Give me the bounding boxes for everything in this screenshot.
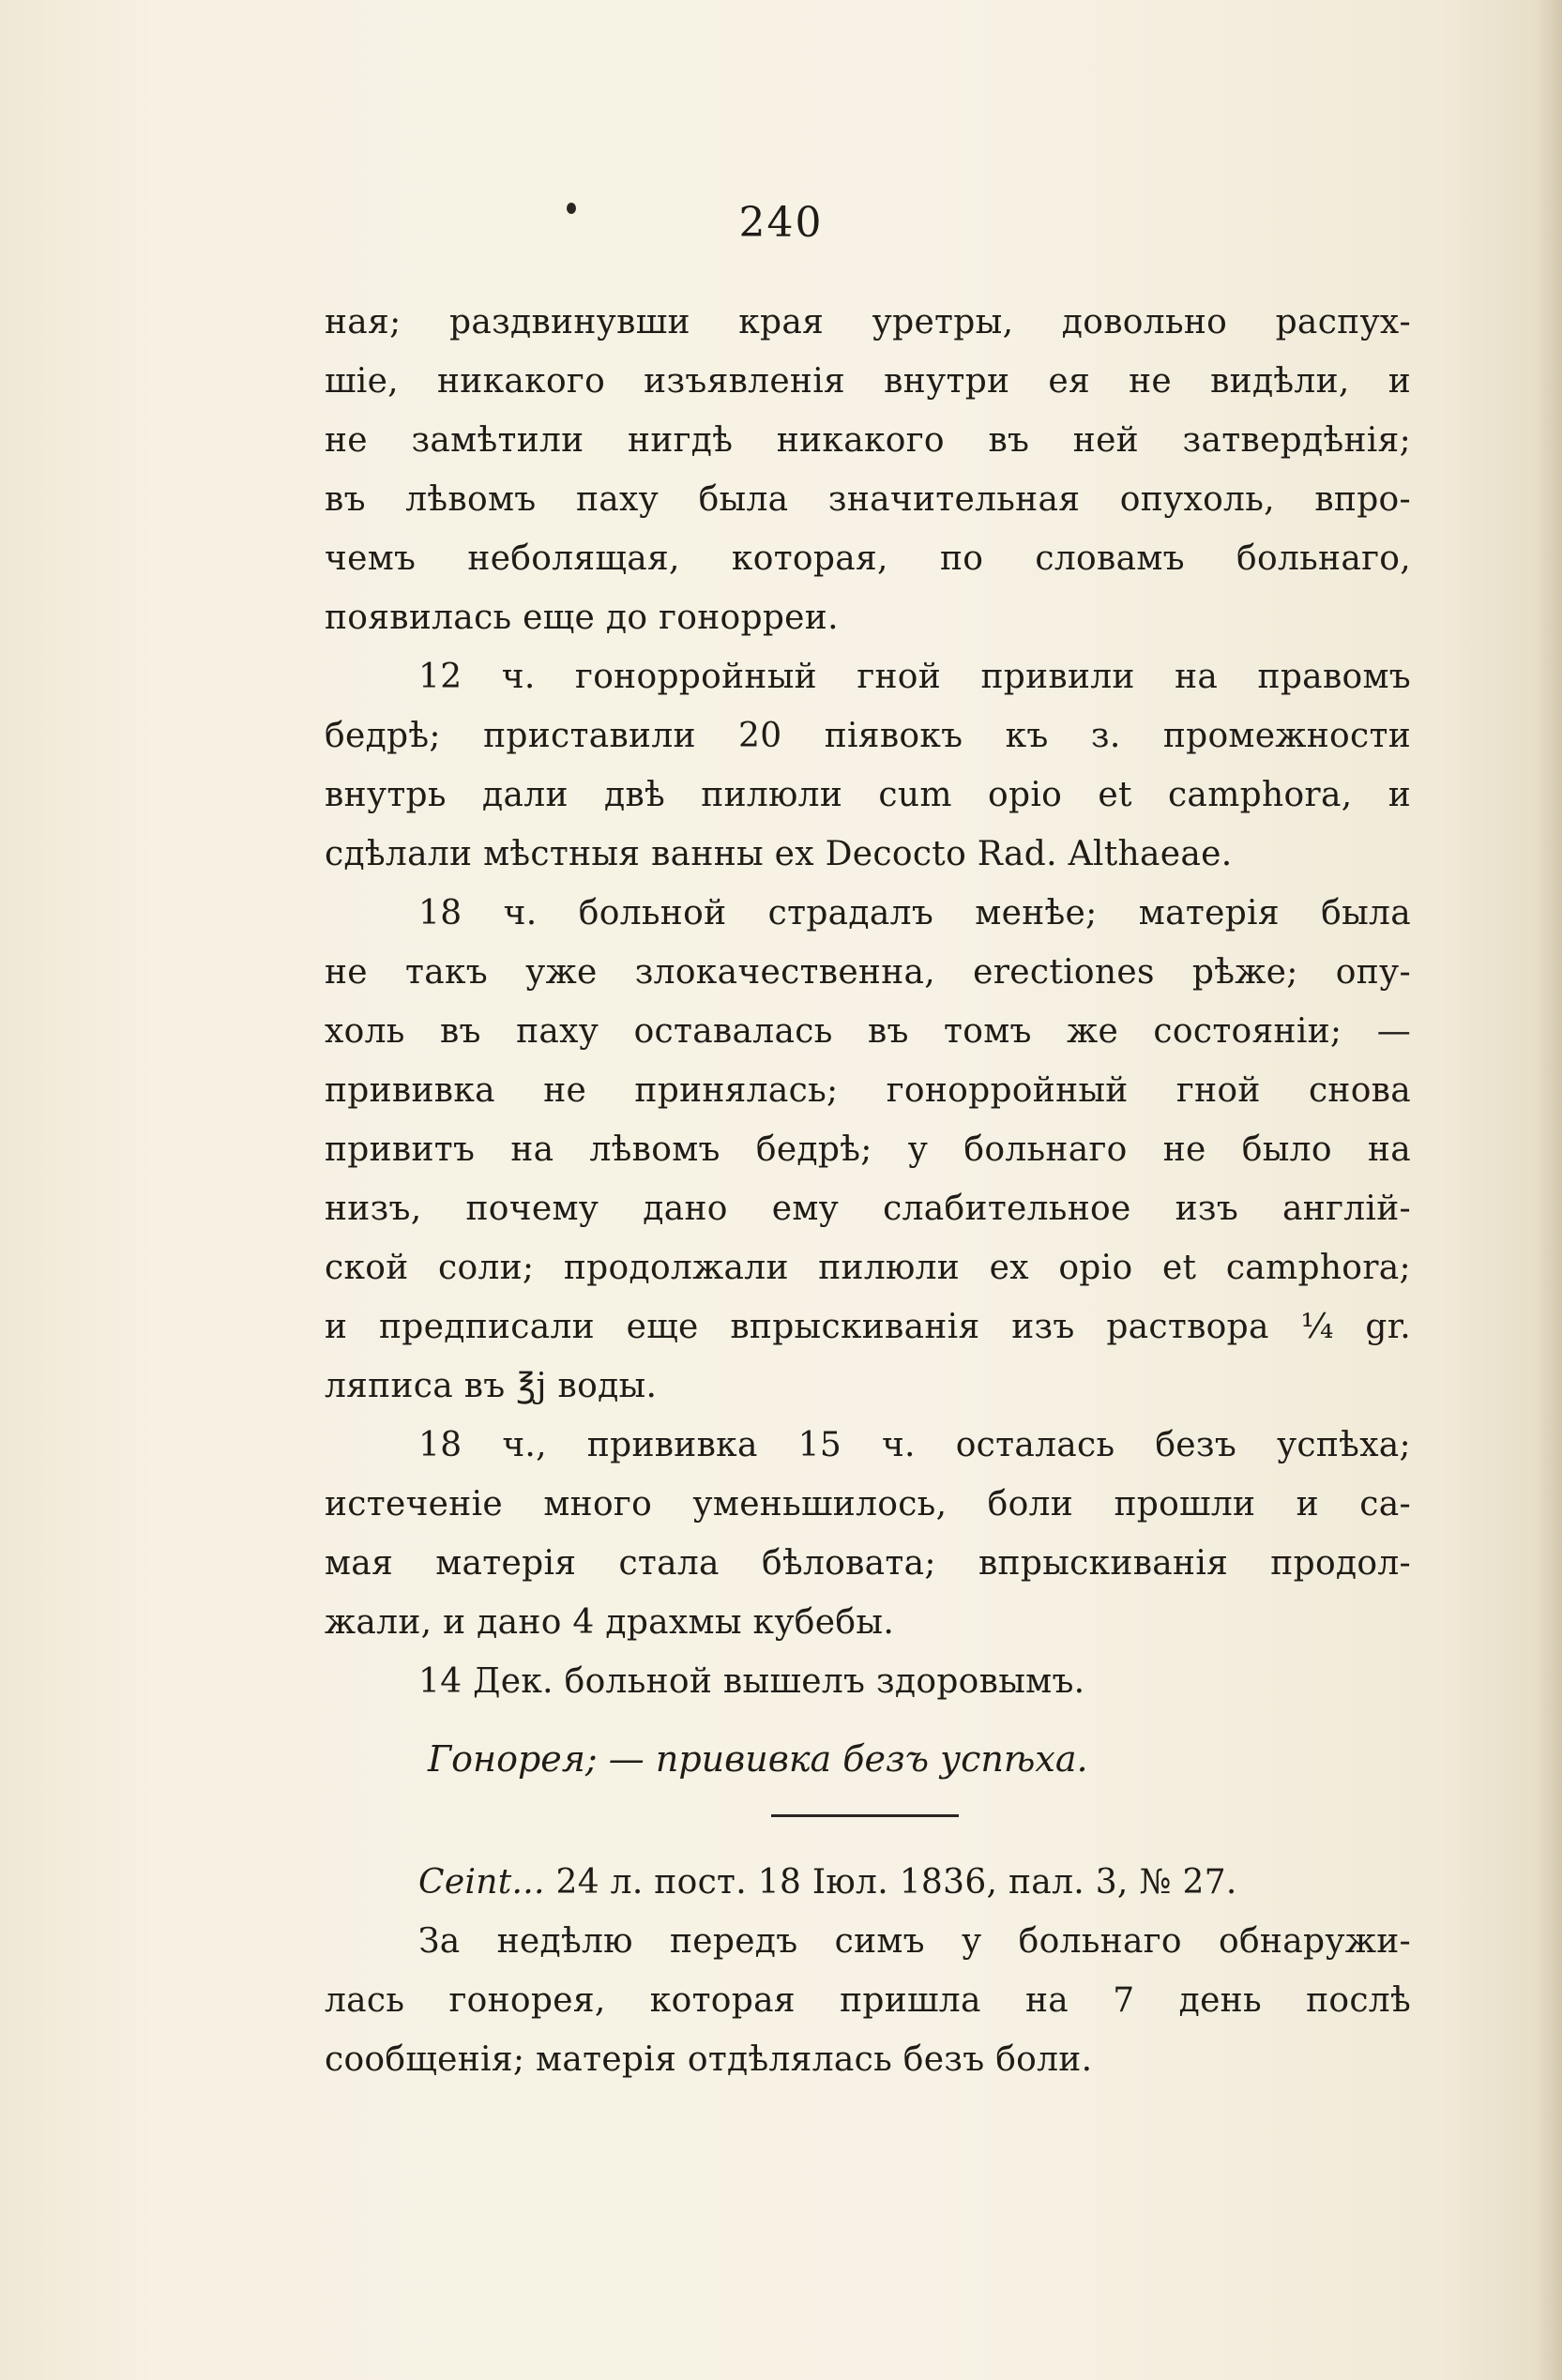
text-line: ляписа въ ℥j воды.	[325, 1367, 658, 1405]
text-line: прививка не принялась; гонорройный гной снова	[325, 1071, 1411, 1110]
text-line: 18 ч. больной страдалъ менѣе; матерія была	[418, 894, 1411, 932]
text-line: лась гонорея, которая пришла на 7 день послѣ	[325, 1981, 1411, 2020]
text-line: сообщенія; матерія отдѣлялась безъ боли.	[325, 2040, 1093, 2079]
text-line: бедрѣ; приставили 20 піявокъ къ з. промежности	[325, 717, 1411, 755]
page-edge-shadow	[1536, 0, 1562, 2380]
text-line: и предписали еще впрыскиванія изъ раствора ¼ gr.	[325, 1308, 1411, 1346]
case-details: 24 л. пост. 18 Іюл. 1836, пал. 3, № 27.	[544, 1863, 1237, 1902]
text-line: привитъ на лѣвомъ бедрѣ; у больнаго не было на	[325, 1130, 1411, 1169]
text-line: ской соли; продолжали пилюли ex opio et camphora;	[325, 1249, 1411, 1287]
body-text	[325, 293, 1411, 2089]
text-line: появилась еще до гонорреи.	[325, 599, 839, 637]
spacer	[325, 1817, 1411, 1853]
spacer	[325, 1711, 1411, 1728]
paragraph	[325, 884, 1411, 1416]
text-line: низъ, почему дано ему слабительное изъ англій-	[325, 1190, 1411, 1228]
text-line: мая матерія стала бѣловата; впрыскиванія продол-	[325, 1544, 1411, 1583]
paragraph	[325, 1416, 1411, 1652]
text-line: 14 Дек. больной вышелъ здоровымъ.	[418, 1662, 1085, 1701]
text-line: ная; раздвинувши края уретры, довольно распух-	[325, 303, 1411, 341]
text-line: 12 ч. гонорройный гной привили на правомъ	[418, 658, 1411, 696]
text-line: холь въ паху оставалась въ томъ же состояніи; —	[325, 1012, 1411, 1051]
text-line: истеченіе много уменьшилось, боли прошли и са-	[325, 1485, 1411, 1524]
text-line: За недѣлю передъ симъ у больнаго обнаружи-	[418, 1922, 1411, 1961]
text-line: чемъ неболящая, которая, по словамъ больнаго,	[325, 539, 1411, 578]
section-heading: Гонорея; — прививка безъ успѣха.	[428, 1738, 1088, 1780]
text-line: шіе, никакого изъявленія внутри ея не видѣли, и	[325, 362, 1411, 401]
page-number: 240	[738, 199, 824, 247]
text-line: не замѣтили нигдѣ никакого въ ней затвердѣнія;	[325, 421, 1411, 460]
case-patient-name: Ceint...	[418, 1863, 545, 1902]
case-header-line	[325, 1853, 1411, 1912]
text-line: сдѣлали мѣстныя ванны ex Decocto Rad. Althaeae.	[325, 835, 1233, 873]
paragraph	[325, 1912, 1411, 2089]
text-line: 18 ч., прививка 15 ч. осталась безъ успѣха;	[418, 1426, 1411, 1464]
paragraph	[325, 1652, 1411, 1711]
paragraph	[325, 647, 1411, 884]
text-line: жали, и дано 4 драхмы кубебы.	[325, 1603, 895, 1642]
text-line: не такъ уже злокачественна, erectiones рѣже; опу-	[325, 953, 1411, 992]
text-line: внутрь дали двѣ пилюли cum opio et camphora, и	[325, 776, 1411, 814]
paragraph	[325, 293, 1411, 647]
text-line: въ лѣвомъ паху была значительная опухоль, впро-	[325, 480, 1411, 519]
